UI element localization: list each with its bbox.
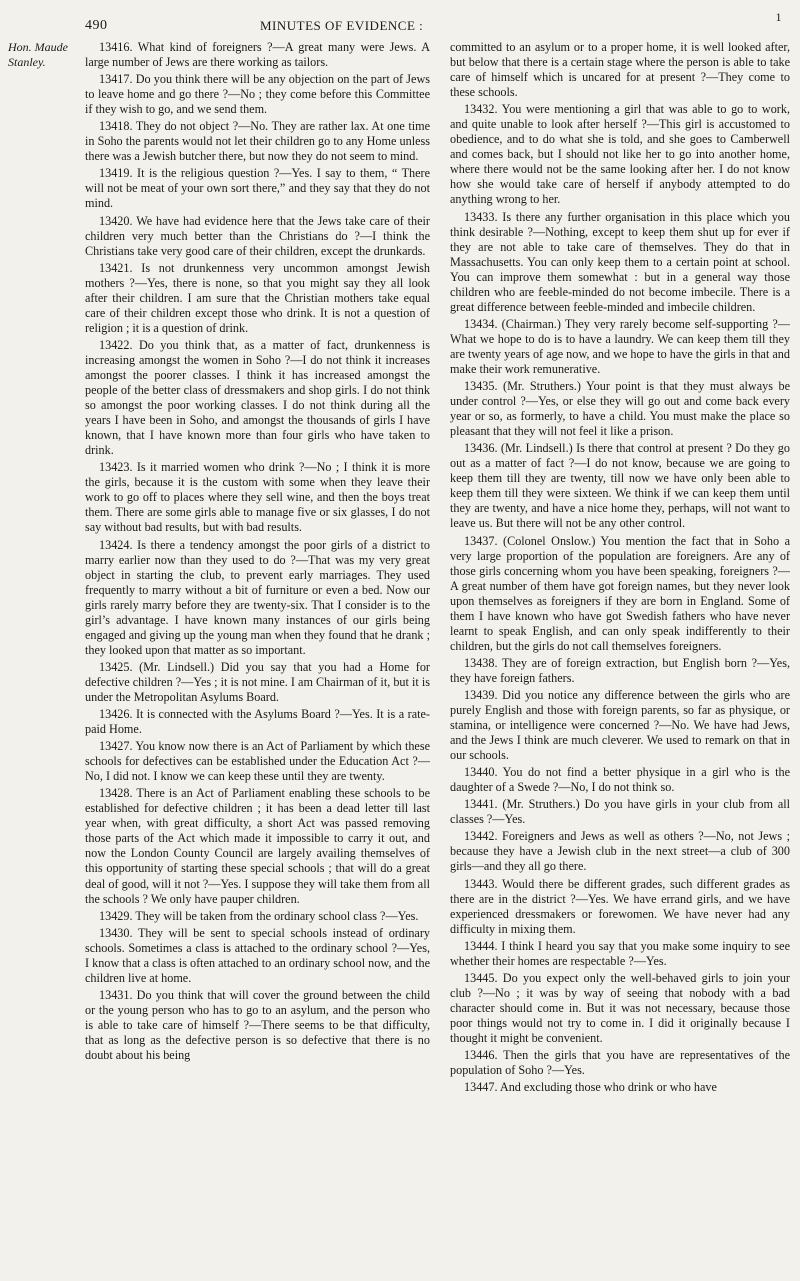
question-paragraph: 13422. Do you think that, as a matter of fact, drunkenness is increasing amongst the women in Soho ?—I do not think it increases amongst the poorer classes. I think it has increased amongst the people of the better class of dressmakers and shop girls. I do not think so amongst the poor working classes. I do not think during all the years I have been in Soho, and amongst the thousands of girls I have known, that I have known more than four girls who have taken to drink. xyxy=(85,337,430,458)
question-paragraph: 13425. (Mr. Lindsell.) Did you say that you had a Home for defective children ?—Yes ; it is not mine. I am Chairman of it, but it is under the Metropolitan Asylums Board. xyxy=(85,659,430,704)
question-paragraph: 13428. There is an Act of Parliament enabling these schools to be established for defective children ; it has been a dead letter till last year when, with great difficulty, a short Act was passed removing those parts of the Act which made it impossible to carry it out, and now the London County Council are largely availing themselves of this opportunity of starting these special schools ; that will do a great deal of good, will it not ?—Yes. I suppose they will take them from all the schools ? We only have pauper children. xyxy=(85,786,430,906)
question-paragraph: 13437. (Colonel Onslow.) You mention the fact that in Soho a very large proportion of the population are foreigners. Are any of those girls concerning whom you have been speaking, foreigners ?—A great number of them have got foreign names, but they never look upon themselves as foreigners if they are born in England. Some of them I have known who have got Swedish fathers who have never learnt to speak English, and can only speak indifferently to their children, but the girls do not call themselves foreigners. xyxy=(450,533,790,653)
question-paragraph: 13433. Is there any further organisation in this place which you think desirable ?—Nothing, except to keep them shut up for ever if they are not able to take care of themselves. They do that in Massachusetts. You can only keep them to a certain point at school. You can improve them somewhat : but in a general way those children who are feeble-minded do not become imbecile. There is a great difference between feeble-minded and imbecile children. xyxy=(450,209,790,314)
question-paragraph: 13438. They are of foreign extraction, but English born ?—Yes, they have foreign fathers. xyxy=(450,655,790,685)
question-paragraph: 13442. Foreigners and Jews as well as others ?—No, not Jews ; because they have a Jewish club in the next street—a club of 300 girls—and they all go there. xyxy=(450,829,790,874)
question-paragraph: 13447. And excluding those who drink or who have xyxy=(464,1080,717,1095)
running-title: MINUTES OF EVIDENCE : xyxy=(260,18,424,33)
question-paragraph: 13446. Then the girls that you have are representatives of the population of Soho ?—Yes. xyxy=(450,1048,790,1078)
question-paragraph: 13416. What kind of foreigners ?—A great many were Jews. A large number of Jews are there working as tailors. xyxy=(85,40,430,70)
question-paragraph: 13417. Do you think there will be any objection on the part of Jews to leave home and go there ?—No ; they come before this Committee if they wish to go, and we send them. xyxy=(85,72,430,117)
question-paragraph: 13424. Is there a tendency amongst the poor girls of a district to marry earlier now than they used to do ?—That was my very great object in starting the club, to prevent early marriages. They used frequently to marry without a bit of furniture or even a bed. Now our girls rarely marry before they are twenty-six. That I consider is to the girl’s advantage. I have known many instances of our girls being engaged and giving up the young man when they found that he drank ; they looked upon that matter as so important. xyxy=(85,537,430,657)
question-paragraph: committed to an asylum or to a proper home, it is well looked after, but below that there is a certain stage where the person is able to take care of himself which is uncared for at present ?—They come to these schools. xyxy=(450,40,790,100)
question-paragraph: 13430. They will be sent to special schools instead of ordinary schools. Sometimes a class is attached to the ordinary school ?—Yes, I know that a class is often attached to an ordinary school now, and the children live at home. xyxy=(85,925,430,985)
margin-witness-name: Hon. Maude Stanley. xyxy=(8,40,68,69)
question-paragraph: 13431. Do you think that will cover the ground between the child or the young person who has to go to an asylum, and the person who is able to take care of himself ?—There seems to be that difficulty, that as long as the defective person is so defective that there is no doubt about his being xyxy=(85,987,430,1063)
question-paragraph: 13436. (Mr. Lindsell.) Is there that control at present ? Do they go out as a matter of fact ?—I do not know, because we are going to keep them till they are twenty, till now we have only been able to keep them till they were sixteen. We think if we can keep them until they are twenty, and have a nice home they, perhaps, will not want to leave us. But there will not be any other control. xyxy=(450,441,790,531)
page-header xyxy=(85,10,782,36)
question-paragraph: 13440. You do not find a better physique in a girl who is the daughter of a Swede ?—No, I do not think so. xyxy=(450,765,790,795)
left-column xyxy=(85,40,430,1065)
question-paragraph: 13443. Would there be different grades, such different grades as there are in the district ?—Yes. We have errand girls, and we have experienced dressmakers or forewomen. We have never had any difficulty in mixing them. xyxy=(450,876,790,936)
question-paragraph: 13427. You know now there is an Act of Parliament by which these schools for defectives can be established under the Education Act ?—No, I did not. I know we can keep these until they are twenty. xyxy=(85,739,430,784)
question-paragraph: 13421. Is not drunkenness very uncommon amongst Jewish mothers ?—Yes, there is none, so that you might say they all look after their children. I am sure that the Christian mothers take equal care of their children except those who drink. It is not a question of religion ; it is a question of drink. xyxy=(85,260,430,335)
question-paragraph: 13441. (Mr. Struthers.) Do you have girls in your club from all classes ?—Yes. xyxy=(450,797,790,827)
question-paragraph: 13426. It is connected with the Asylums Board ?—Yes. It is a rate-paid Home. xyxy=(85,707,430,737)
page-number: 490 xyxy=(85,18,108,33)
question-paragraph: 13434. (Chairman.) They very rarely become self-supporting ?—What we hope to do is to have a laundry. We can keep them till they are twenty years of age now, and we hope to have the girls in that and make their work remunerative. xyxy=(450,316,790,376)
question-paragraph: 13429. They will be taken from the ordinary school class ?—Yes. xyxy=(99,908,419,923)
question-paragraph: 13420. We have had evidence here that the Jews take care of their children very much better than the Christians do ?—I think the Christians take very good care of their children, except the drunkards. xyxy=(85,213,430,258)
corner-mark: 1 xyxy=(775,10,782,24)
question-paragraph: 13419. It is the religious question ?—Yes. I say to them, “ There will not be meat of your own sort there,” and they say that they do not mind. xyxy=(85,166,430,211)
question-paragraph: 13432. You were mentioning a girl that was able to go to work, and quite unable to look after herself ?—This girl is accustomed to obedience, and to do what she is told, and she goes to Camberwell and comes back, but I should not like her to go into another home, where there would not be the same looking after her. I do not know how she would take care of herself if anybody attempted to do anything wrong to her. xyxy=(450,102,790,207)
question-paragraph: 13444. I think I heard you say that you make some inquiry to see whether their homes are respectable ?—Yes. xyxy=(450,938,790,968)
question-paragraph: 13423. Is it married women who drink ?—No ; I think it is more the girls, because it is the custom with some when they leave their work to go off to places where they sell wine, and then the boys treat them. There are some girls able to manage five or six glasses, I do not say without bad results, but with bad results. xyxy=(85,460,430,535)
question-paragraph: 13418. They do not object ?—No. They are rather lax. At one time in Soho the parents would not let their children go to any Home unless there was a Jewish butcher there, but now they do not seem to mind. xyxy=(85,119,430,164)
question-paragraph: 13439. Did you notice any difference between the girls who are purely English and those with foreign parents, so far as physique, or stamina, or intelligence were concerned ?—No. We have had Jews, and the Jews I think are much cleverer. We used to remark on that in our schools. xyxy=(450,687,790,763)
question-paragraph: 13435. (Mr. Struthers.) Your point is that they must always be under control ?—Yes, or else they will go out and come back every year or so, as formerly, to have a child. You must make the place so pleasant that they will not feel it like a prison. xyxy=(450,379,790,439)
right-column xyxy=(450,40,790,1097)
question-paragraph: 13445. Do you expect only the well-behaved girls to join your club ?—No ; it was by way of seeing that nobody with a bad character should come in. But it was not necessary, because those poor things would not try to come in. I did it originally because I thought it might be convenient. xyxy=(450,970,790,1045)
